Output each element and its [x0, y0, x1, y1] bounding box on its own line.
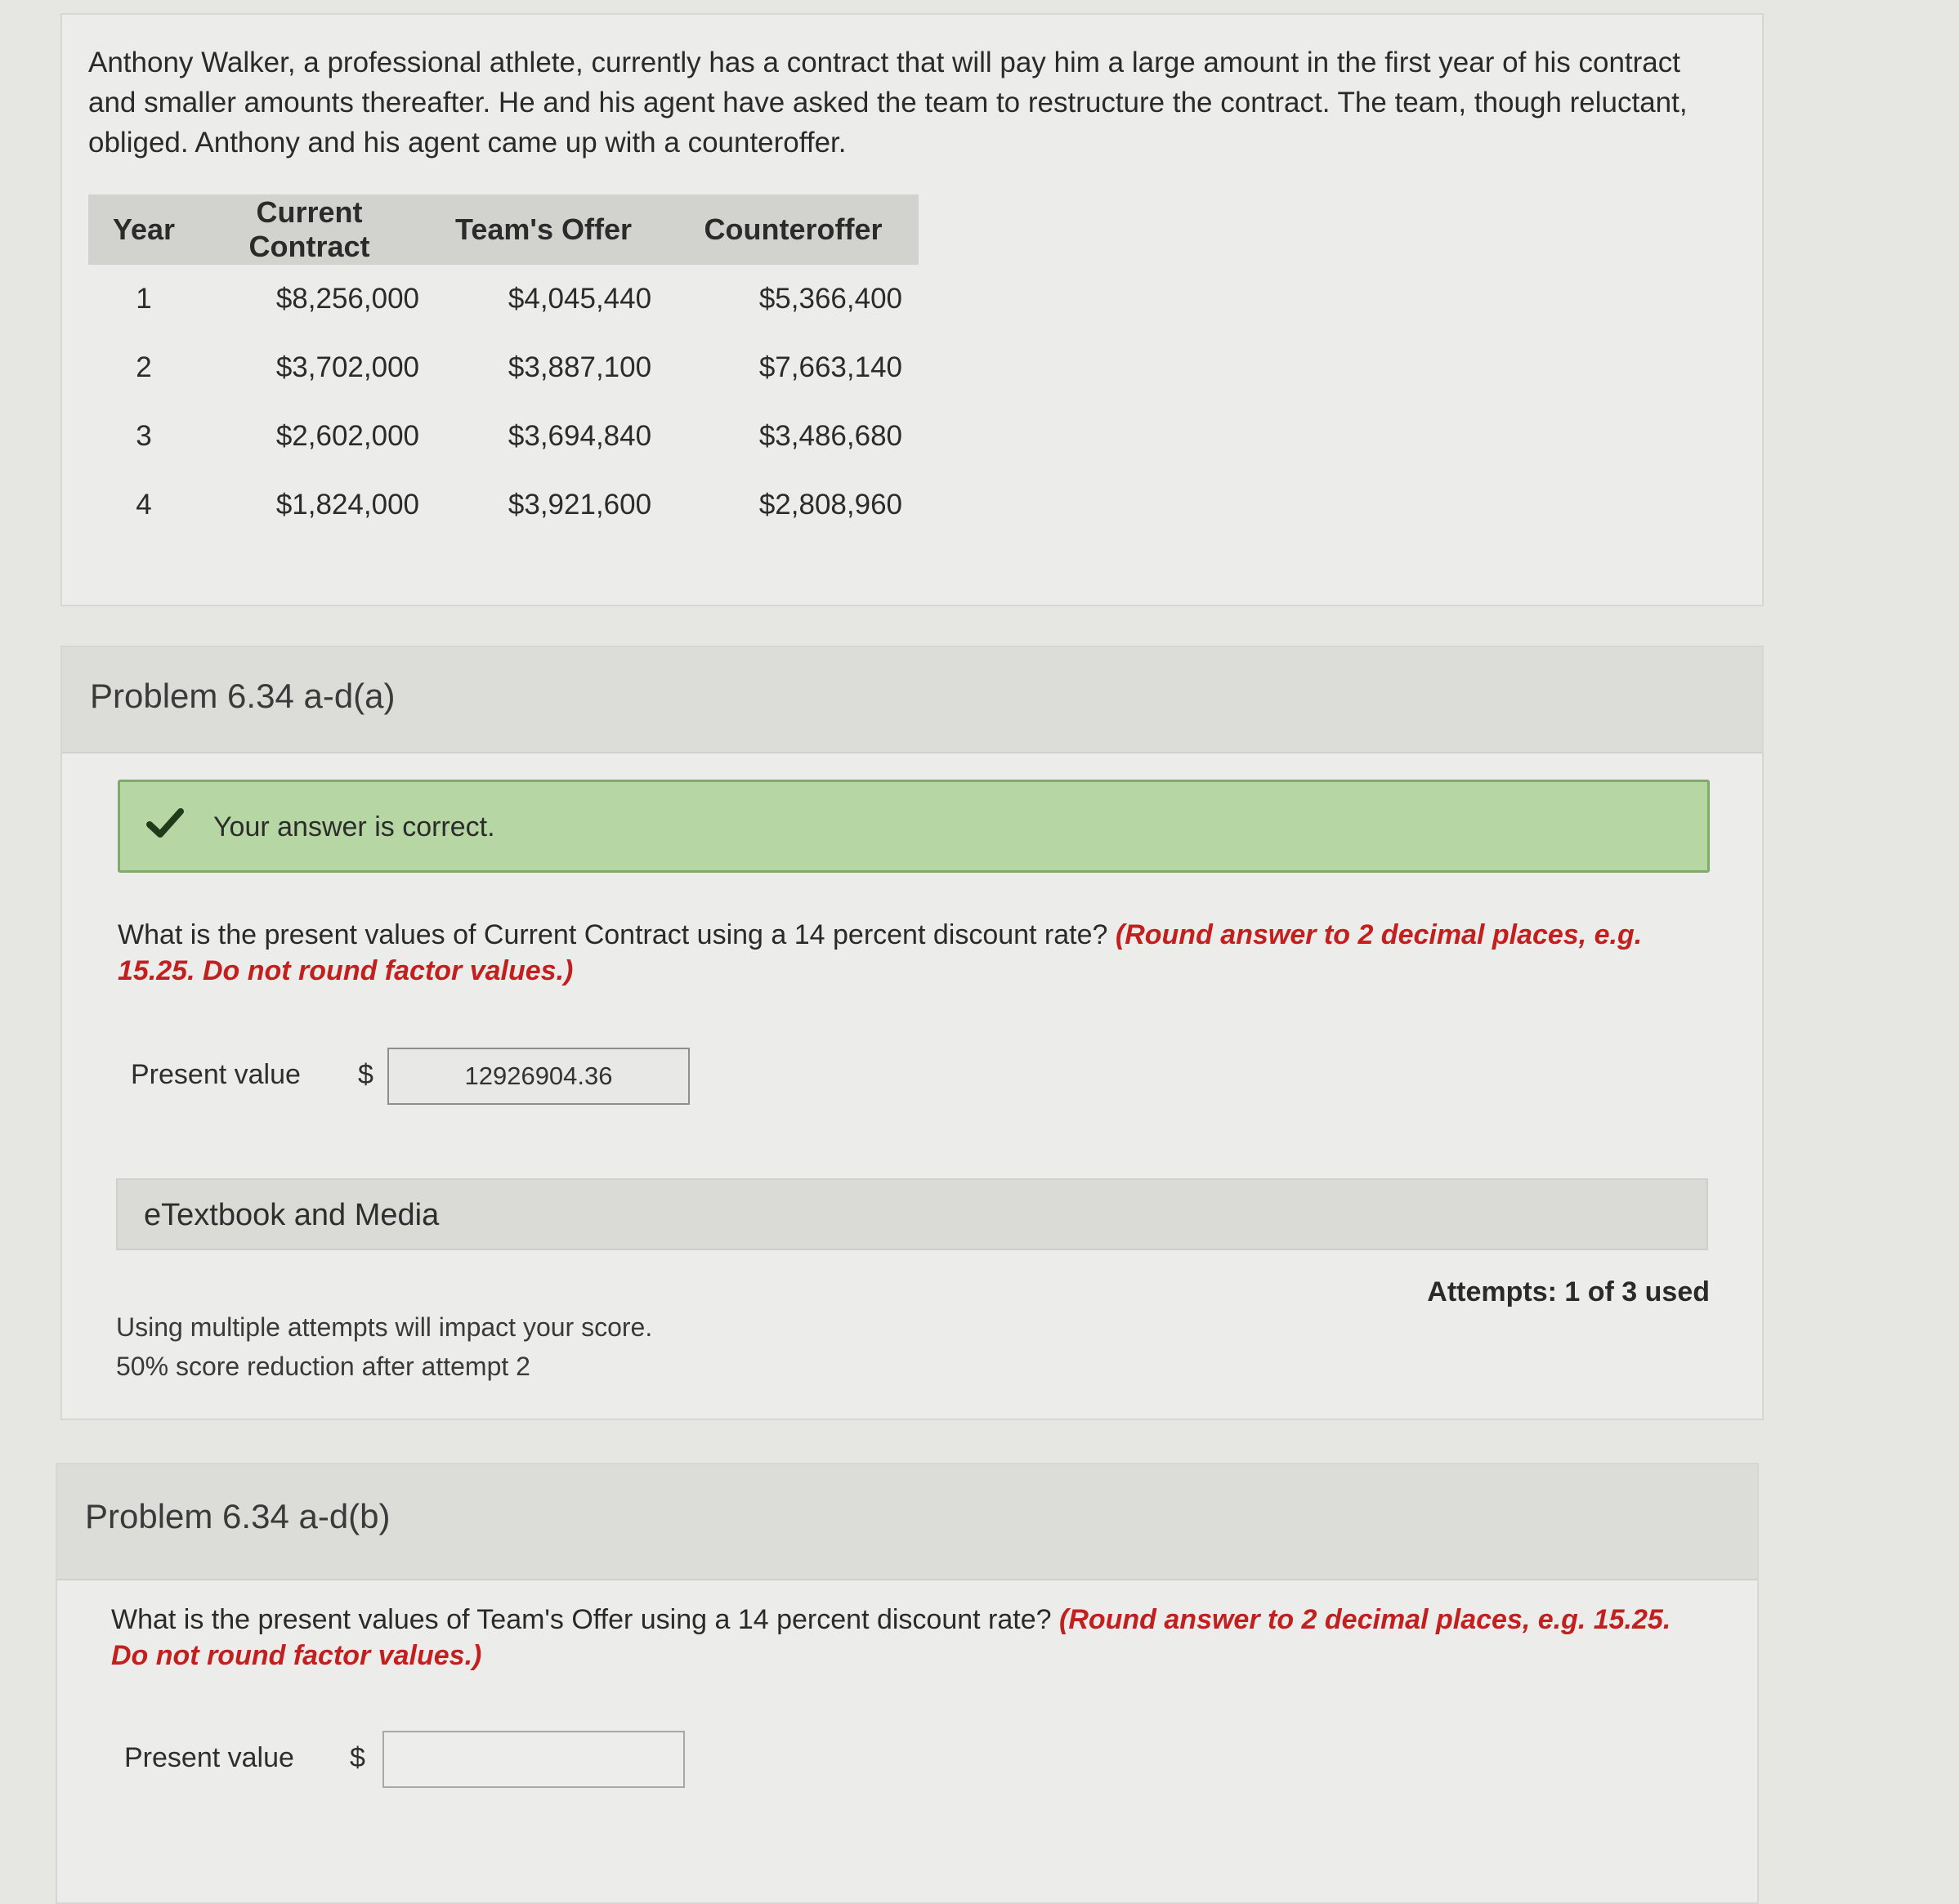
table-row [88, 471, 919, 539]
question-prompt: What is the present values of Current Contract using a 14 percent discount rate? [118, 919, 1108, 950]
teams-offer-cell: $3,921,600 [508, 489, 652, 521]
current-contract-cell: $3,702,000 [275, 351, 419, 383]
teams-offer-cell: $4,045,440 [508, 283, 652, 315]
year-cell: 4 [136, 489, 152, 521]
correct-answer-banner [118, 780, 1710, 873]
year-cell: 3 [136, 420, 152, 452]
currency-symbol: $ [358, 1059, 373, 1090]
table-row [88, 333, 919, 402]
counteroffer-cell: $5,366,400 [758, 283, 902, 315]
counteroffer-cell: $2,808,960 [758, 489, 902, 521]
year-cell: 1 [136, 283, 152, 315]
present-value-label: Present value [124, 1742, 294, 1773]
present-value-input-a[interactable] [387, 1048, 690, 1105]
checkmark-icon [146, 805, 184, 842]
current-contract-cell: $8,256,000 [275, 283, 419, 315]
year-cell: 2 [136, 351, 152, 383]
etextbook-media-label: eTextbook and Media [144, 1198, 440, 1232]
problem-part-b-title: Problem 6.34 a-d(b) [85, 1497, 391, 1535]
problem-statement: Anthony Walker, a professional athlete, currently has a contract that will pay him a large amount in the first year of his contract and smaller amounts thereafter. He and his agent have asked the team to restructure the contract. The team, though reluctant, obliged. Anthony and his agent came up with a counteroffer. [88, 47, 1688, 159]
contract-table [88, 194, 919, 539]
attempts-counter: Attempts: 1 of 3 used [1427, 1276, 1710, 1307]
problem-part-a-title: Problem 6.34 a-d(a) [90, 677, 396, 715]
attempt-policy-line: Using multiple attempts will impact your score. [116, 1312, 653, 1342]
teams-offer-cell: $3,694,840 [508, 420, 652, 452]
question-text [111, 1602, 1705, 1674]
present-value-input-b[interactable] [382, 1731, 685, 1788]
present-value-label: Present value [131, 1059, 301, 1090]
column-header-teams-offer: Team's Offer [419, 194, 668, 265]
attempt-policy [116, 1307, 652, 1386]
currency-symbol: $ [350, 1742, 365, 1773]
counteroffer-cell: $3,486,680 [758, 420, 902, 452]
current-contract-cell: $2,602,000 [275, 420, 419, 452]
problem-part-a-card [60, 646, 1764, 1420]
rounding-hint: (Round answer to 2 decimal places, e.g. 15.25. Do not round factor values.) [111, 1604, 1671, 1671]
correct-answer-text: Your answer is correct. [213, 811, 495, 842]
problem-part-b-card [56, 1463, 1759, 1904]
table-header-row [88, 194, 919, 265]
current-contract-cell: $1,824,000 [275, 489, 419, 521]
rounding-hint: (Round answer to 2 decimal places, e.g. 15.25. Do not round factor values.) [118, 919, 1643, 986]
problem-intro-card [60, 13, 1764, 606]
table-row [88, 402, 919, 471]
attempt-policy-line: 50% score reduction after attempt 2 [116, 1352, 530, 1381]
column-header-counteroffer: Counteroffer [668, 194, 919, 265]
counteroffer-cell: $7,663,140 [758, 351, 902, 383]
table-row [88, 265, 919, 333]
problem-part-b-header [57, 1464, 1757, 1580]
teams-offer-cell: $3,887,100 [508, 351, 652, 383]
question-text [118, 917, 1711, 989]
problem-part-a-header [62, 647, 1762, 753]
etextbook-media-bar[interactable] [116, 1178, 1708, 1250]
column-header-year: Year [88, 194, 199, 265]
column-header-current-contract: Current Contract [199, 194, 419, 265]
question-prompt: What is the present values of Team's Offer using a 14 percent discount rate? [111, 1604, 1052, 1635]
